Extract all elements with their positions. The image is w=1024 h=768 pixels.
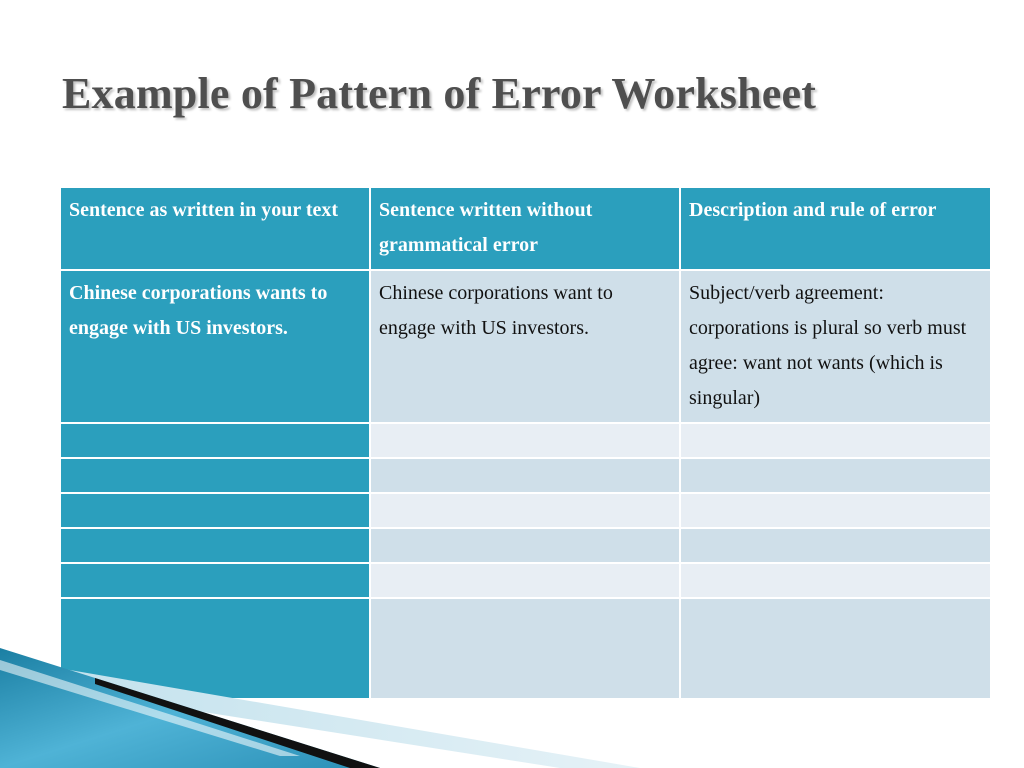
- cell-empty: [60, 563, 370, 598]
- cell-empty: [60, 528, 370, 563]
- table-row: [60, 270, 991, 423]
- pattern-of-error-table: [59, 186, 992, 700]
- table-row: [60, 528, 991, 563]
- cell-empty: [370, 423, 680, 458]
- table-header-row: [60, 187, 991, 270]
- cell-empty: [60, 458, 370, 493]
- cell-empty: [370, 493, 680, 528]
- cell-empty: [680, 563, 991, 598]
- cell-empty: [680, 493, 991, 528]
- header-original-sentence: Sentence as written in your text: [60, 187, 370, 270]
- cell-empty: [370, 528, 680, 563]
- cell-empty: [680, 423, 991, 458]
- cell-empty: [60, 493, 370, 528]
- table-row: [60, 493, 991, 528]
- cell-empty: [680, 458, 991, 493]
- cell-empty: [370, 458, 680, 493]
- table-row: [60, 423, 991, 458]
- header-error-description: Description and rule of error: [680, 187, 991, 270]
- cell-empty: [370, 563, 680, 598]
- cell-original-sentence: Chinese corporations wants to engage with US investors.: [60, 270, 370, 423]
- table-row: [60, 458, 991, 493]
- cell-corrected-sentence: Chinese corporations want to engage with US investors.: [370, 270, 680, 423]
- cell-error-description: Subject/verb agreement: corporations is plural so verb must agree: want not wants (which is singular): [680, 270, 991, 423]
- cell-empty: [60, 423, 370, 458]
- header-corrected-sentence: Sentence written without grammatical error: [370, 187, 680, 270]
- slide-corner-decoration: [0, 640, 1024, 768]
- table-row: [60, 563, 991, 598]
- cell-empty: [680, 528, 991, 563]
- slide-title: Example of Pattern of Error Worksheet: [62, 69, 817, 118]
